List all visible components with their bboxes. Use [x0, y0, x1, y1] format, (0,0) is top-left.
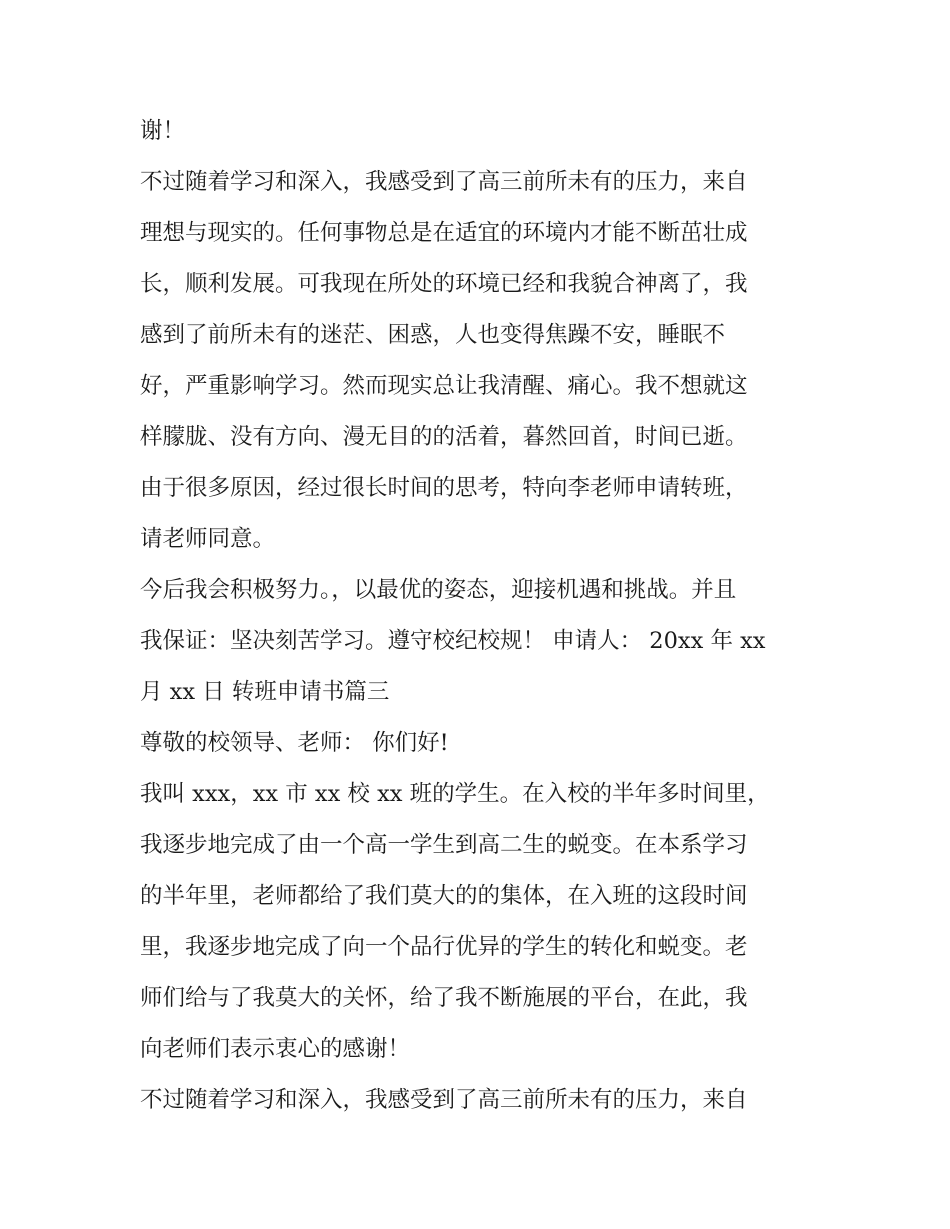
text-line: 我叫 xxx，xx 市 xx 校 xx 班的学生。在入校的半年多时间里，: [140, 781, 770, 807]
text-line: 请老师同意。: [140, 526, 276, 552]
text-line: 我逐步地完成了由一个高一学生到高二生的蜕变。在本系学习: [140, 832, 748, 858]
text-line: 的半年里，老师都给了我们莫大的的集体，在入班的这段时间: [140, 883, 748, 909]
text-line: 理想与现实的。任何事物总是在适宜的环境内才能不断茁壮成: [140, 220, 748, 246]
document-body: [140, 106, 820, 1126]
text-line: 师们给与了我莫大的关怀，给了我不断施展的平台，在此，我: [140, 985, 748, 1011]
text-line: 不过随着学习和深入，我感受到了高三前所未有的压力，来自: [140, 1087, 748, 1113]
text-line: 谢！: [140, 118, 186, 144]
text-line: 月 xx 日 转班申请书篇三: [140, 679, 390, 705]
text-line: 感到了前所未有的迷茫、困惑，人也变得焦躁不安，睡眠不: [140, 322, 726, 348]
text-line: 好，严重影响学习。然而现实总让我清醒、痛心。我不想就这: [140, 373, 748, 399]
text-line: 里，我逐步地完成了向一个品行优异的学生的转化和蜕变。老: [140, 934, 748, 960]
text-line: 我保证：坚决刻苦学习。遵守校纪校规！ 申请人： 20xx 年 xx: [140, 628, 766, 654]
text-line: 由于很多原因，经过很长时间的思考，特向李老师申请转班，: [140, 475, 748, 501]
text-line: 尊敬的校领导、老师： 你们好!: [140, 730, 449, 756]
text-line: 样朦胧、没有方向、漫无目的的活着，暮然回首，时间已逝。: [140, 424, 748, 450]
text-line: 向老师们表示衷心的感谢！: [140, 1036, 411, 1062]
text-line: 不过随着学习和深入，我感受到了高三前所未有的压力，来自: [140, 169, 748, 195]
text-line: 今后我会积极努力。，以最优的姿态，迎接机遇和挑战。并且: [140, 577, 737, 603]
text-line: 长，顺利发展。可我现在所处的环境已经和我貌合神离了，我: [140, 271, 748, 297]
